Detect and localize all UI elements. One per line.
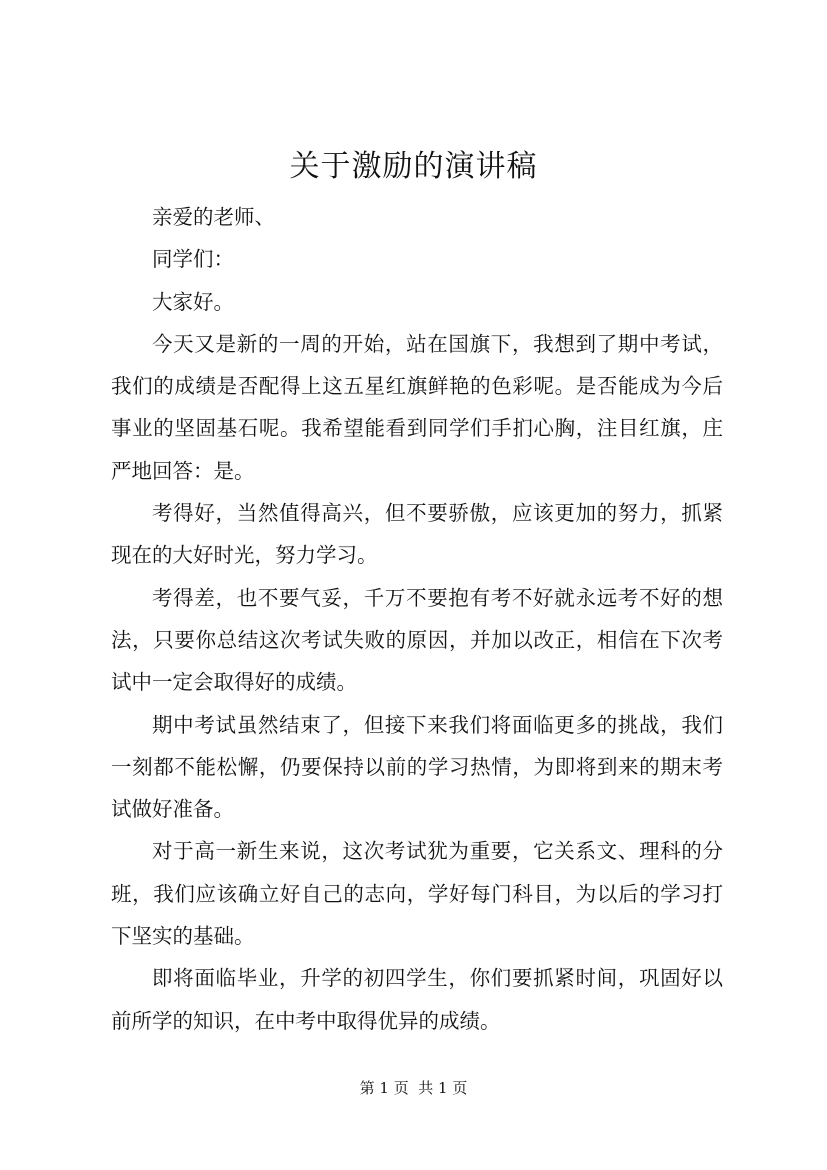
- paragraph: 考得差，也不要气妥，千万不要抱有考不好就永远考不好的想法，只要你总结这次考试失败的原因，并加以改正，相信在下次考试中一定会取得好的成绩。: [111, 585, 723, 695]
- document-title: 关于激励的演讲稿: [289, 149, 538, 184]
- paragraph: 同学们：: [152, 247, 234, 272]
- paragraph: 大家好。: [152, 289, 234, 314]
- paragraph: 对于高一新生来说，这次考试犹为重要，它关系文、理科的分班，我们应该确立好自己的志向，学好每门科目，为以后的学习打下坚实的基础。: [111, 839, 723, 949]
- page-footer: [0, 1078, 827, 1098]
- paragraph: 即将面临毕业，升学的初四学生，你们要抓紧时间，巩固好以前所学的知识，在中考中取得优异的成绩。: [111, 966, 723, 1033]
- paragraph: 期中考试虽然结束了，但接下来我们将面临更多的挑战，我们一刻都不能松懈，仍要保持以前的学习热情，为即将到来的期末考试做好准备。: [111, 712, 723, 822]
- paragraph: 亲爱的老师、: [152, 205, 275, 229]
- page-number: 第 1 页 共 1 页: [359, 1079, 468, 1097]
- paragraph: 今天又是新的一周的开始，站在国旗下，我想到了期中考试，我们的成绩是否配得上这五星红旗鲜艳的色彩呢。是否能成为今后事业的坚固基石呢。我希望能看到同学们手扪心胸，注目红旗，庄严地回答：是。: [111, 331, 723, 483]
- paragraph: 考得好，当然值得高兴，但不要骄傲，应该更加的努力，抓紧现在的大好时光，努力学习。: [111, 501, 723, 568]
- document-body: [111, 196, 723, 1042]
